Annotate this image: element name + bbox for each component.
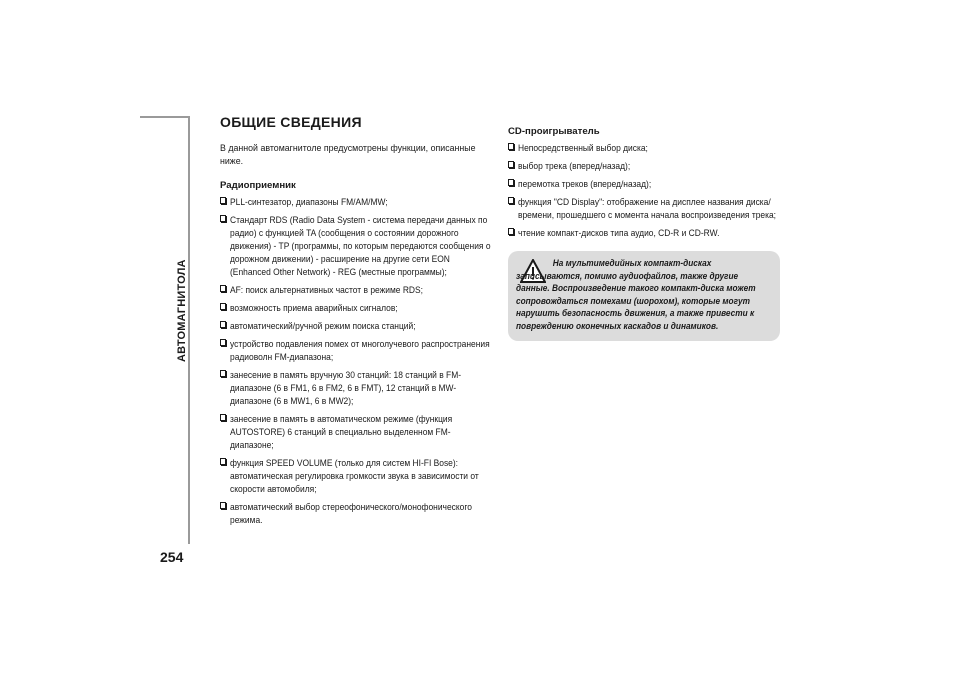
intro-paragraph: В данной автомагнитоле предусмотрены функции, описанные ниже. xyxy=(220,143,476,167)
checkbox-bullet-icon xyxy=(220,321,226,328)
warning-text: На мультимедийных компакт-дисках записываются, помимо аудиофайлов, также другие данные. Воспроизведение такого компакт-диска может сопровождаться помехами (шорохом), которые могут нарушить безопасность движения, а также привести к повреждению оконечных каскадов и динамиков. xyxy=(516,258,756,331)
checkbox-bullet-icon xyxy=(508,179,514,186)
warning-box xyxy=(508,251,780,341)
radio-section-title: Радиоприемник xyxy=(220,180,296,191)
checkbox-bullet-icon xyxy=(508,197,514,204)
list-item: чтение компакт-дисков типа аудио, CD-R и CD-RW. xyxy=(508,226,780,239)
list-item: устройство подавления помех от многолучевого распространения радиоволн FM-диапазона; xyxy=(220,337,490,363)
list-item: Непосредственный выбор диска; xyxy=(508,141,780,154)
list-item: AF: поиск альтернативных частот в режиме RDS; xyxy=(220,283,490,296)
list-item: перемотка треков (вперед/назад); xyxy=(508,177,780,190)
cd-section-title: CD-проигрыватель xyxy=(508,126,600,137)
checkbox-bullet-icon xyxy=(508,161,514,168)
list-item: автоматический/ручной режим поиска станций; xyxy=(220,319,490,332)
list-item: занесение в память в автоматическом режиме (функция AUTOSTORE) 6 станций в специально выделенном FM-диапазоне; xyxy=(220,412,490,451)
right-column xyxy=(508,126,780,341)
checkbox-bullet-icon xyxy=(508,143,514,150)
list-item: автоматический выбор стереофонического/монофонического режима. xyxy=(220,500,490,526)
section-title-vertical: АВТОМАГНИТОЛА xyxy=(176,259,188,362)
left-column xyxy=(220,114,490,531)
list-item: функция "CD Display": отображение на дисплее названия диска/времени, прошедшего с момента начала воспроизведения трека; xyxy=(508,195,780,221)
page-heading: ОБЩИЕ СВЕДЕНИЯ xyxy=(220,114,362,130)
list-item: выбор трека (вперед/назад); xyxy=(508,159,780,172)
list-item: Стандарт RDS (Radio Data System - система передачи данных по радио) с функцией TA (сообщения о состоянии дорожного движения) - TP (программы, по которым передаются сообщения о дорожном движении) - расширение на другие сети EON (Enhanced Other Network) - REG (местные программы); xyxy=(220,213,490,278)
checkbox-bullet-icon xyxy=(220,370,226,377)
list-item: возможность приема аварийных сигналов; xyxy=(220,301,490,314)
page-number: 254 xyxy=(160,549,184,565)
checkbox-bullet-icon xyxy=(220,285,226,292)
checkbox-bullet-icon xyxy=(220,458,226,465)
checkbox-bullet-icon xyxy=(508,228,514,235)
list-item: PLL-синтезатор, диапазоны FM/AM/MW; xyxy=(220,195,490,208)
checkbox-bullet-icon xyxy=(220,197,226,204)
checkbox-bullet-icon xyxy=(220,215,226,222)
checkbox-bullet-icon xyxy=(220,502,226,509)
list-item: функция SPEED VOLUME (только для систем HI-FI Bose): автоматическая регулировка громкости звука в зависимости от скорости автомобиля; xyxy=(220,456,490,495)
checkbox-bullet-icon xyxy=(220,303,226,310)
checkbox-bullet-icon xyxy=(220,414,226,421)
cd-feature-list xyxy=(508,141,780,239)
radio-feature-list xyxy=(220,195,490,526)
list-item: занесение в память вручную 30 станций: 18 станций в FM-диапазоне (6 в FM1, 6 в FM2, 6 в FMT), 12 станций в MW-диапазоне (6 в MW1, 6 в MW2); xyxy=(220,368,490,407)
checkbox-bullet-icon xyxy=(220,339,226,346)
